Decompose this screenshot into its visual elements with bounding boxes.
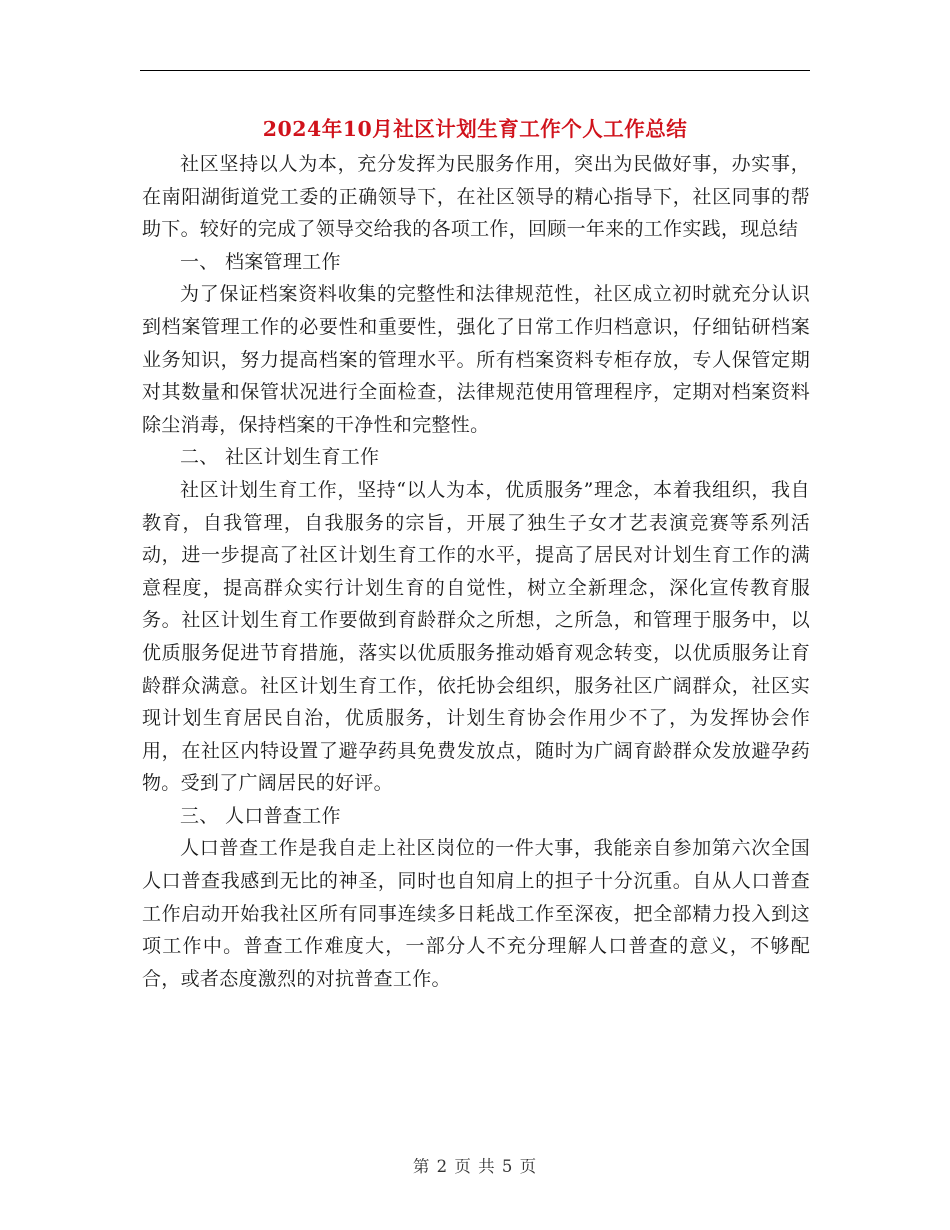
document-title: 2024年10月社区计划生育工作个人工作总结 [262,117,688,141]
section-body-family-planning: 社区计划生育工作，坚持“以人为本，优质服务”理念，本着我组织，我自教育，自我管理，自我服务的宗旨，开展了独生子女才艺表演竞赛等系列活动，进一步提高了社区计划生育工作的水平，提高了居民对计划生育工作的满意程度，提高群众实行计划生育的自觉性，树立全新理念，深化宣传教育服务。社区计划生育工作要做到育龄群众之所想，之所急，和管理于服务中，以优质服务促进节育措施，落实以优质服务推动婚育观念转变，以优质服务让育龄群众满意。社区计划生育工作，依托协会组织，服务社区广阔群众，社区实现计划生育居民自治，优质服务，计划生育协会作用少不了，为发挥协会作用，在社区内特设置了避孕药具免费发放点，随时为广阔育龄群众发放避孕药物。受到了广阔居民的好评。 [142,478,810,795]
page-number: 第 2 页 共 5 页 [412,1157,538,1176]
section-body-census: 人口普查工作是我自走上社区岗位的一件大事，我能亲自参加第六次全国人口普查我感到无比的神圣，同时也自知肩上的担子十分沉重。自从人口普查工作启动开始我社区所有同事连续多日耗战工作至深夜，把全部精力投入到这项工作中。普查工作难度大，一部分人不充分理解人口普查的意义，不够配合，或者态度激烈的对抗普查工作。 [142,837,810,990]
section-heading-archives: 一、 档案管理工作 [180,250,341,273]
header-rule [140,70,810,71]
intro-paragraph: 社区坚持以人为本，充分发挥为民服务作用，突出为民做好事，办实事，在南阳湖街道党工委的正确领导下，在社区领导的精心指导下，社区同事的帮助下。较好的完成了领导交给我的各项工作，回顾一年来的工作实践，现总结 [142,153,810,241]
section-body-archives: 为了保证档案资料收集的完整性和法律规范性，社区成立初时就充分认识到档案管理工作的必要性和重要性，强化了日常工作归档意识，仔细钻研档案业务知识，努力提高档案的管理水平。所有档案资料专柜存放，专人保管定期对其数量和保管状况进行全面检查，法律规范使用管理程序，定期对档案资料除尘消毒，保持档案的干净性和完整性。 [142,283,810,436]
document-body [142,148,810,995]
section-heading-census: 三、 人口普查工作 [180,804,341,827]
section-heading-family-planning: 二、 社区计划生育工作 [180,446,380,469]
